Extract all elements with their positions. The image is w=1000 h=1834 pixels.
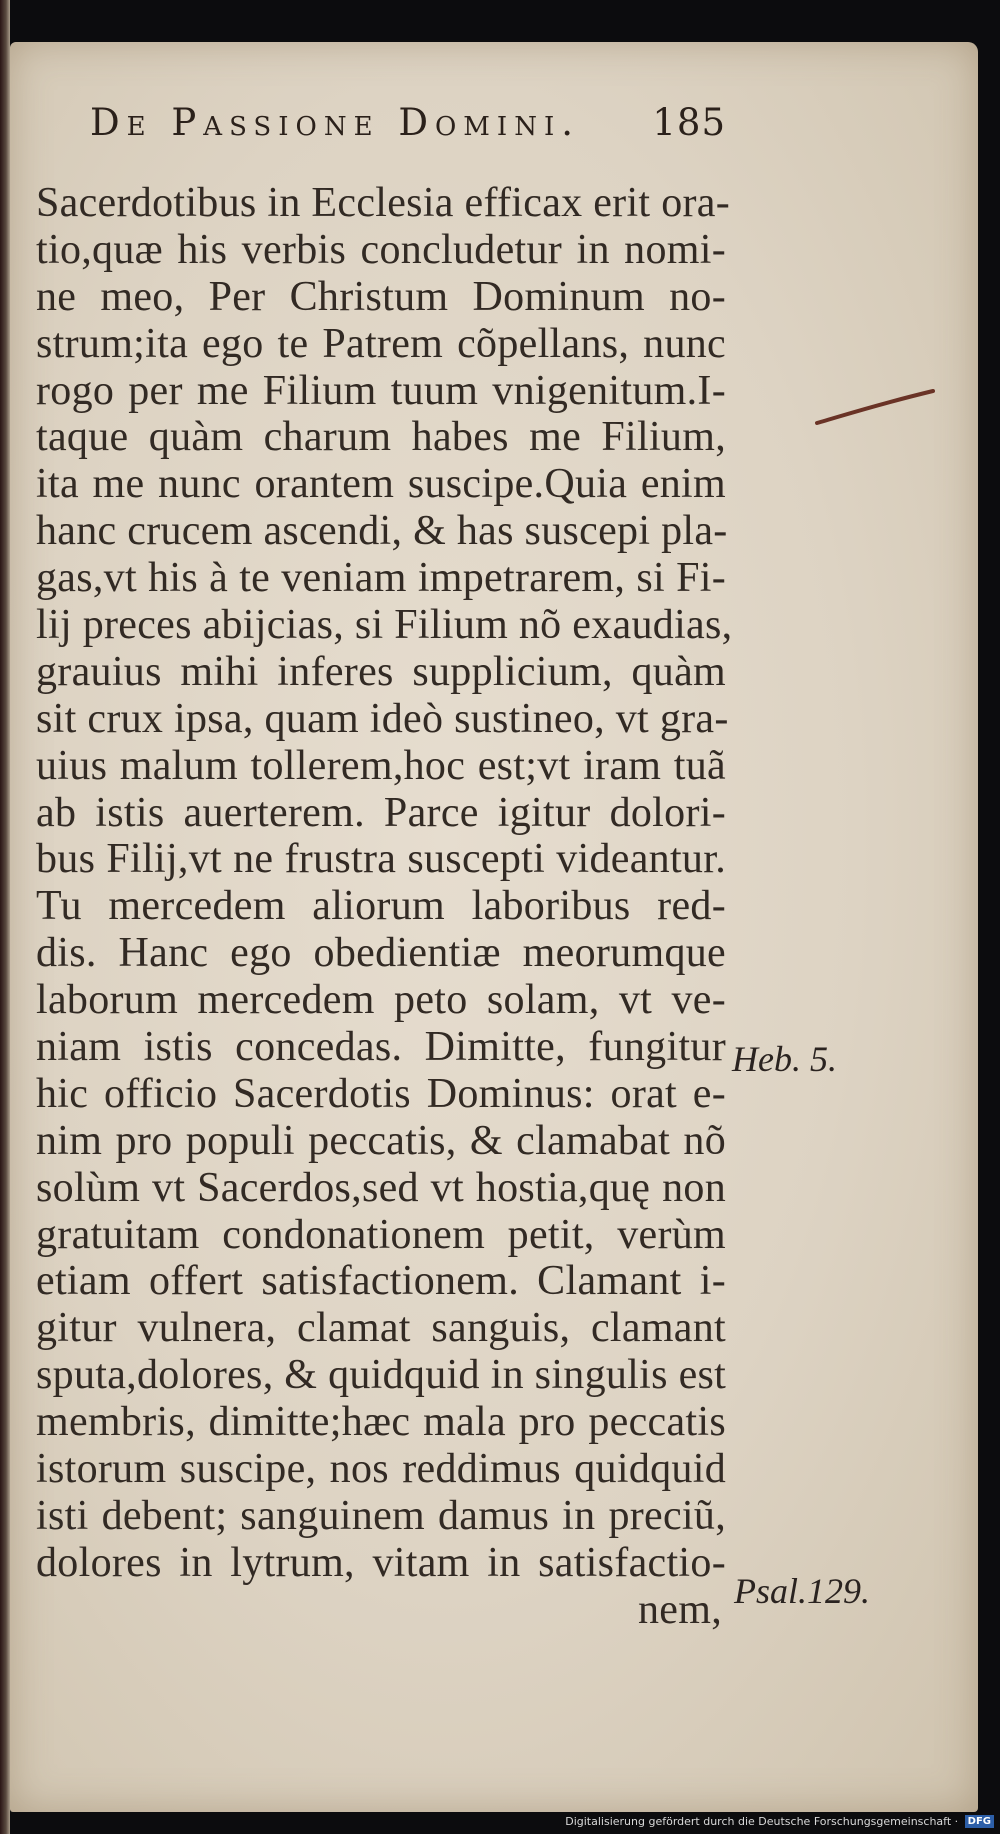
text-line: ita me nunc orantem suscipe.Quia enim [36,461,726,508]
text-line: laborum mercedem peto solam, vt ve- [36,977,726,1024]
running-header [90,101,726,171]
marginal-note-hebrews: Heb. 5. [732,1039,837,1079]
body-text [36,180,733,1634]
text-line: lij preces abijcias, si Filium nõ exaudias, [36,602,733,649]
text-line-catchword: nem, [637,1586,722,1633]
text-line: bus Filij,vt ne frustra suscepti videantur. [36,836,726,883]
text-line: Sacerdotibus in Ecclesia efficax erit ora- [36,180,731,226]
footer-credit [565,1815,994,1829]
marginal-note-psalm: Psal.129. [734,1571,871,1611]
text-line: sputa,dolores, & quidquid in singulis est [36,1352,727,1399]
header-title: De Passione Domini. [90,101,580,144]
dfg-logo-icon: DFG [965,1815,994,1828]
text-line: tio,quæ his verbis concludetur in nomi- [36,226,726,273]
text-line: ab istis auerterem. Parce igitur dolori- [36,789,726,836]
text-line: niam istis concedas. Dimitte, fungitur [36,1024,726,1071]
text-line: rogo per me Filium tuum vnigenitum.I- [36,367,726,414]
text-line: istorum suscipe, nos reddimus quidquid [36,1446,726,1493]
text-line: Tu mercedem aliorum laboribus red- [36,883,726,930]
text-line: solùm vt Sacerdos,sed vt hostia,quę non [36,1164,726,1211]
text-line: membris, dimitte;hæc mala pro peccatis [36,1399,726,1446]
text-line: sit crux ipsa, quam ideò sustineo, vt gra- [36,695,729,742]
text-line: gratuitam condonationem petit, verùm [36,1211,726,1258]
text-line: uius malum tollerem,hoc est;vt iram tuã [36,742,726,789]
text-line: grauius mihi inferes supplicium, quàm [36,648,726,695]
text-line: gitur vulnera, clamat sanguis, clamant [36,1305,726,1352]
text-line: gas,vt his à te veniam impetrarem, si Fi- [36,555,726,602]
book-edge [0,0,10,1834]
text-line: dolores in lytrum, vitam in satisfactio- [36,1539,726,1586]
text-line: hic officio Sacerdotis Dominus: orat e- [36,1070,726,1117]
text-line: taque quàm charum habes me Filium, [36,414,726,461]
footer-credit-text: Digitalisierung gefördert durch die Deutsche Forschungsgemeinschaft · [565,1814,959,1828]
text-line: isti debent; sanguinem damus in preciũ, [36,1492,726,1539]
text-line: ne meo, Per Christum Dominum no- [36,273,726,320]
text-line: nim pro populi peccatis, & clamabat nõ [36,1117,726,1164]
text-line: dis. Hanc ego obedientiæ meorumque [36,930,726,977]
text-line: strum;ita ego te Patrem cõpellans, nunc [36,320,726,367]
pen-stroke-mark [815,385,935,435]
text-line: etiam offert satisfactionem. Clamant i- [36,1258,726,1305]
text-line: hanc crucem ascendi, & has suscepi pla- [36,508,728,555]
page-number: 185 [652,101,726,144]
